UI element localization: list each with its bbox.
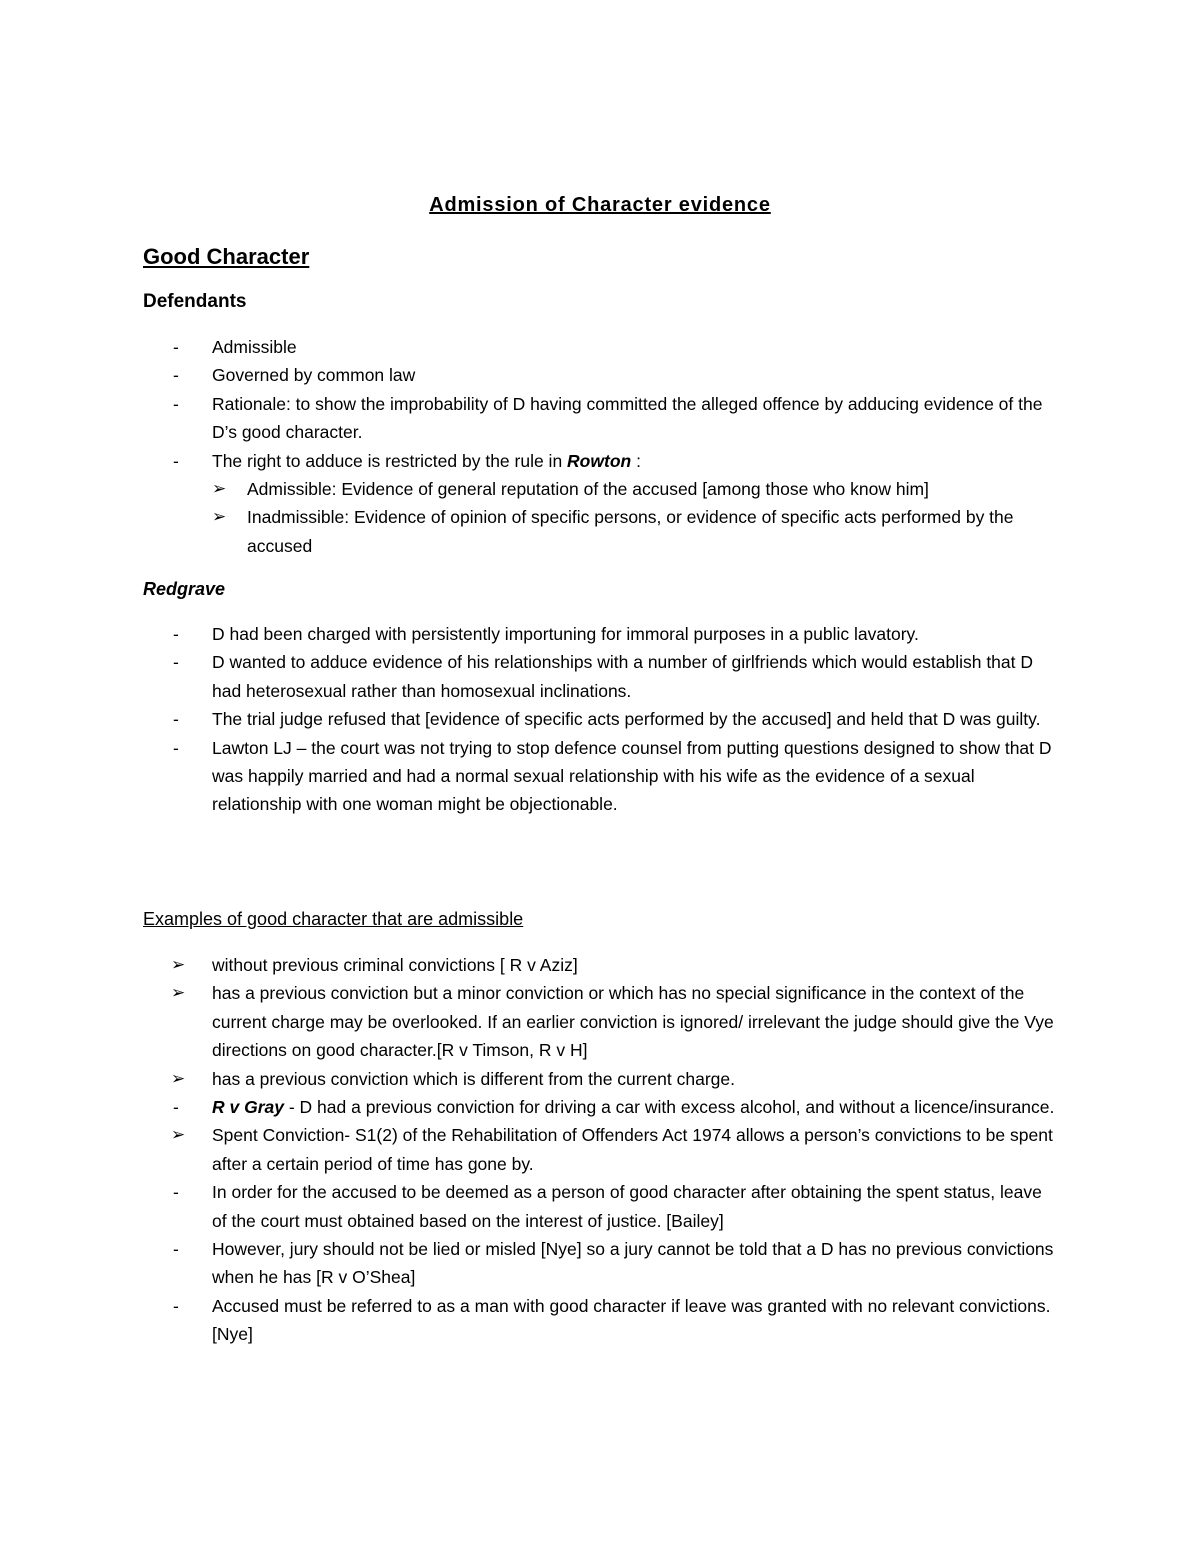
list-item (0, 1093, 1200, 1121)
list-item (0, 620, 1200, 648)
arrow-bullet-icon: ➢ (212, 507, 227, 527)
list-item-text: without previous criminal convictions [ R v Aziz] (212, 955, 578, 975)
dash-bullet: - (173, 624, 179, 644)
list-item-text: D wanted to adduce evidence of his relationships with a number of girlfriends which would establish that D had heterosexual rather than homosexual inclinations. (212, 652, 1034, 701)
list-item (0, 648, 1200, 705)
dash-bullet: - (173, 450, 179, 471)
list-item-text: Lawton LJ – the court was not trying to stop defence counsel from putting questions designed to show that D was happily married and had a normal sexual relationship with his wife as the evidence of a sexual relationship with one woman might be objectionable. (212, 737, 1052, 815)
dash-bullet: - (173, 1295, 179, 1316)
examples-heading: Examples of good character that are admissible (143, 909, 524, 929)
list-item-text: The trial judge refused that [evidence of specific acts performed by the accused] and held that D was guilty. (212, 709, 1041, 730)
list-item-text: - D had a previous conviction for driving a car with excess alcohol, and without a licence/insurance. (283, 1097, 1055, 1118)
arrow-bullet-icon: ➢ (171, 1068, 186, 1088)
list-item-text: However, jury should not be lied or misled [Nye] so a jury cannot be told that a D has no previous convictions when he has [R v O’Shea] (212, 1239, 1054, 1288)
list-item-text: Accused must be referred to as a man with good character if leave was granted with no relevant convictions. [Nye] (212, 1295, 1051, 1345)
dash-bullet: - (173, 1182, 179, 1203)
case-name-rowton: Rowton (567, 450, 632, 471)
arrow-bullet-icon: ➢ (171, 983, 186, 1003)
dash-bullet: - (173, 1239, 179, 1260)
list-item (0, 1121, 1200, 1178)
redgrave-list (0, 620, 1200, 819)
case-heading-redgrave: Redgrave (143, 579, 226, 599)
list-item-text: Governed by common law (212, 365, 416, 386)
sub-list-item (0, 475, 1200, 503)
dash-bullet: - (173, 709, 179, 730)
list-item (0, 705, 1200, 733)
dash-bullet: - (173, 337, 179, 357)
list-item (0, 390, 1200, 447)
arrow-bullet-icon: ➢ (171, 955, 186, 974)
list-item-text: Admissible (212, 337, 297, 357)
list-item-text: Spent Conviction- S1(2) of the Rehabilitation of Offenders Act 1974 allows a person’s convictions to be spent after a certain period of time has gone by. (212, 1125, 1053, 1174)
list-item (0, 1292, 1200, 1349)
dash-bullet: - (173, 365, 179, 386)
dash-bullet: - (173, 1097, 179, 1118)
list-item (0, 1178, 1200, 1235)
dash-bullet: - (173, 393, 179, 414)
list-item-text: has a previous conviction which is different from the current charge. (212, 1068, 735, 1089)
list-item (0, 979, 1200, 1064)
examples-list (0, 951, 1200, 1349)
list-item-text-before: The right to adduce is restricted by the rule in (212, 450, 568, 471)
list-item (0, 361, 1200, 389)
sub-list-item (0, 503, 1200, 560)
section-heading-good-character: Good Character (143, 244, 310, 269)
list-item (0, 951, 1200, 979)
defendants-list (0, 333, 1200, 560)
list-item-text: In order for the accused to be deemed as a person of good character after obtaining the spent status, leave of the court must obtained based on the interest of justice. [Bailey] (212, 1182, 1042, 1231)
list-item (0, 447, 1200, 475)
list-item-text-after: : (631, 450, 641, 471)
list-item (0, 734, 1200, 819)
list-item (0, 333, 1200, 361)
sub-list-item-text: Admissible: Evidence of general reputation of the accused [among those who know him] (247, 479, 929, 500)
dash-bullet: - (173, 737, 179, 758)
dash-bullet: - (173, 652, 179, 673)
sub-list-item-text: Inadmissible: Evidence of opinion of specific persons, or evidence of specific acts performed by the accused (247, 507, 1014, 556)
list-item-text: D had been charged with persistently importuning for immoral purposes in a public lavatory. (212, 624, 919, 644)
document-title: Admission of Character evidence (429, 194, 771, 216)
arrow-bullet-icon: ➢ (171, 1125, 186, 1145)
subheading-defendants: Defendants (143, 291, 247, 312)
list-item-text: Rationale: to show the improbability of D having committed the alleged offence by adducing evidence of the D’s good character. (212, 393, 1043, 443)
case-name-r-v-gray: R v Gray (212, 1097, 284, 1118)
list-item (0, 1065, 1200, 1093)
list-item-text: has a previous conviction but a minor conviction or which has no special significance in the context of the current charge may be overlooked. If an earlier conviction is ignored/ irrelevant the judge should give the Vye directions on good character.[R v Timson, R v H] (212, 983, 1054, 1061)
list-item (0, 1235, 1200, 1292)
arrow-bullet-icon: ➢ (212, 479, 227, 499)
